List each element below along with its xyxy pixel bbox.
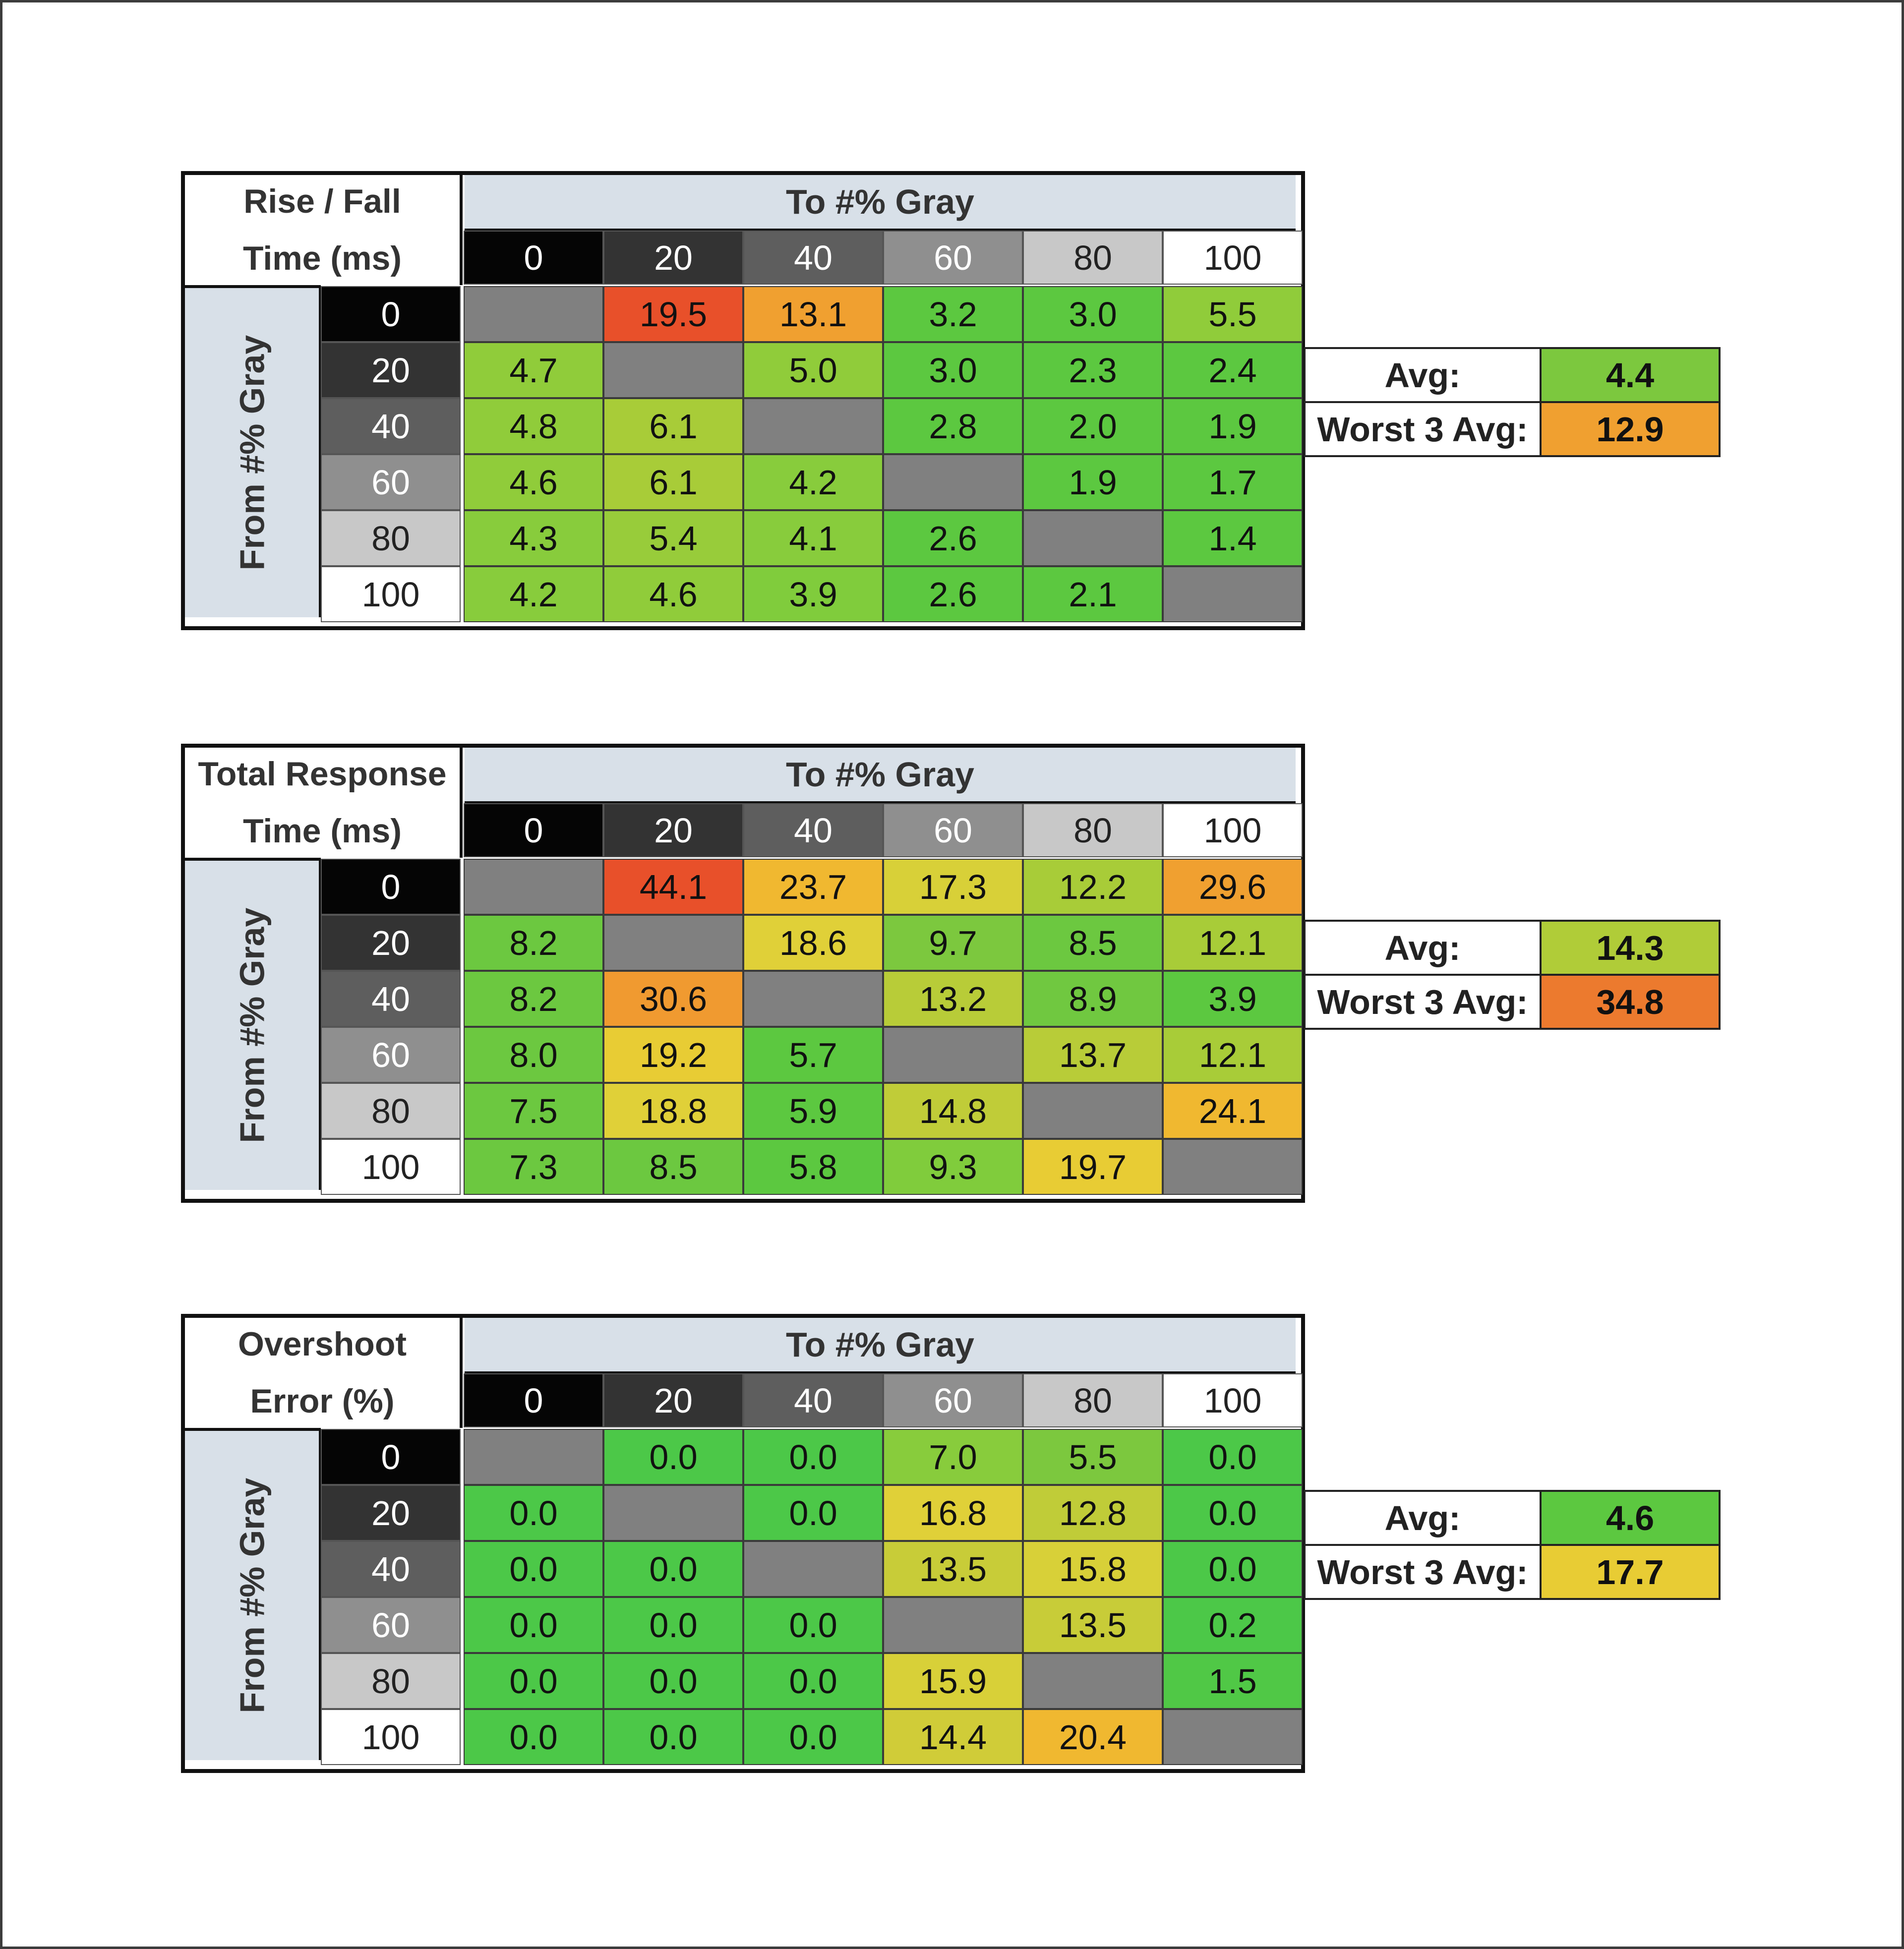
row-axis-header-label: From #% Gray bbox=[233, 907, 271, 1143]
data-cell: 15.9 bbox=[883, 1653, 1023, 1709]
data-cell: 0.0 bbox=[1163, 1485, 1303, 1541]
column-gray-level: 60 bbox=[883, 803, 1023, 857]
table-title-line: Error (%) bbox=[250, 1382, 395, 1420]
data-cell: 0.0 bbox=[743, 1429, 883, 1485]
row-axis-header-label: From #% Gray bbox=[233, 1477, 271, 1713]
data-cell: 7.5 bbox=[464, 1083, 603, 1139]
data-cell: 18.8 bbox=[603, 1083, 743, 1139]
data-cell: 7.3 bbox=[464, 1139, 603, 1195]
data-cell: 8.9 bbox=[1023, 971, 1163, 1027]
data-cell: 2.4 bbox=[1163, 342, 1303, 398]
empty-cell bbox=[883, 454, 1023, 510]
data-cell: 44.1 bbox=[603, 859, 743, 915]
worst-3-avg-value: 17.7 bbox=[1540, 1544, 1721, 1600]
column-gray-level: 20 bbox=[603, 803, 743, 857]
data-cell: 9.7 bbox=[883, 915, 1023, 971]
data-cell: 0.0 bbox=[743, 1709, 883, 1765]
table-title bbox=[185, 1318, 463, 1428]
data-cell: 8.5 bbox=[1023, 915, 1163, 971]
avg-value: 4.6 bbox=[1540, 1490, 1721, 1546]
empty-cell bbox=[603, 915, 743, 971]
avg-label: Avg: bbox=[1304, 347, 1542, 403]
column-gray-level: 0 bbox=[464, 803, 603, 857]
data-cell: 6.1 bbox=[603, 398, 743, 454]
column-gray-level: 100 bbox=[1163, 803, 1303, 857]
empty-cell bbox=[1163, 1709, 1303, 1765]
data-cell: 4.6 bbox=[603, 566, 743, 622]
avg-label: Avg: bbox=[1304, 920, 1542, 976]
row-gray-level: 0 bbox=[321, 286, 461, 342]
data-cell: 0.0 bbox=[464, 1709, 603, 1765]
data-cell: 2.0 bbox=[1023, 398, 1163, 454]
row-gray-level: 80 bbox=[321, 1653, 461, 1709]
empty-cell bbox=[603, 342, 743, 398]
data-cell: 8.5 bbox=[603, 1139, 743, 1195]
data-cell: 4.7 bbox=[464, 342, 603, 398]
column-gray-level: 60 bbox=[883, 231, 1023, 285]
row-gray-level: 0 bbox=[321, 1429, 461, 1485]
row-gray-level: 80 bbox=[321, 510, 461, 566]
data-cell: 4.8 bbox=[464, 398, 603, 454]
table-title-line: Time (ms) bbox=[243, 812, 402, 850]
empty-cell bbox=[1023, 1653, 1163, 1709]
data-cell: 9.3 bbox=[883, 1139, 1023, 1195]
data-cell: 2.1 bbox=[1023, 566, 1163, 622]
empty-cell bbox=[603, 1485, 743, 1541]
column-gray-level: 60 bbox=[883, 1373, 1023, 1427]
data-cell: 5.7 bbox=[743, 1027, 883, 1083]
data-cell: 12.1 bbox=[1163, 1027, 1303, 1083]
column-gray-level: 0 bbox=[464, 1373, 603, 1427]
data-cell: 14.4 bbox=[883, 1709, 1023, 1765]
data-cell: 2.6 bbox=[883, 510, 1023, 566]
empty-cell bbox=[883, 1597, 1023, 1653]
data-cell: 0.0 bbox=[743, 1653, 883, 1709]
worst-3-avg-value: 34.8 bbox=[1540, 974, 1721, 1030]
empty-cell bbox=[1163, 1139, 1303, 1195]
data-cell: 3.0 bbox=[1023, 286, 1163, 342]
row-gray-level: 20 bbox=[321, 342, 461, 398]
heatmap-table bbox=[181, 744, 1718, 1220]
data-cell: 29.6 bbox=[1163, 859, 1303, 915]
data-cell: 14.8 bbox=[883, 1083, 1023, 1139]
data-cell: 5.0 bbox=[743, 342, 883, 398]
row-gray-level: 100 bbox=[321, 1709, 461, 1765]
data-cell: 15.8 bbox=[1023, 1541, 1163, 1597]
empty-cell bbox=[743, 1541, 883, 1597]
table-title-line: Total Response bbox=[198, 755, 447, 793]
data-cell: 4.3 bbox=[464, 510, 603, 566]
data-cell: 8.2 bbox=[464, 971, 603, 1027]
column-gray-level: 80 bbox=[1023, 1373, 1163, 1427]
data-cell: 3.9 bbox=[743, 566, 883, 622]
data-cell: 4.2 bbox=[464, 566, 603, 622]
row-gray-level: 20 bbox=[321, 915, 461, 971]
data-cell: 23.7 bbox=[743, 859, 883, 915]
empty-cell bbox=[883, 1027, 1023, 1083]
column-gray-level: 40 bbox=[743, 231, 883, 285]
avg-value: 4.4 bbox=[1540, 347, 1721, 403]
column-axis-header: To #% Gray bbox=[465, 748, 1296, 803]
data-cell: 3.9 bbox=[1163, 971, 1303, 1027]
row-gray-level: 60 bbox=[321, 1597, 461, 1653]
column-gray-level: 20 bbox=[603, 231, 743, 285]
column-gray-level: 0 bbox=[464, 231, 603, 285]
data-cell: 4.1 bbox=[743, 510, 883, 566]
data-cell: 5.5 bbox=[1023, 1429, 1163, 1485]
data-cell: 5.8 bbox=[743, 1139, 883, 1195]
data-cell: 19.7 bbox=[1023, 1139, 1163, 1195]
data-cell: 6.1 bbox=[603, 454, 743, 510]
data-cell: 5.9 bbox=[743, 1083, 883, 1139]
avg-label: Avg: bbox=[1304, 1490, 1542, 1546]
worst-3-avg-label: Worst 3 Avg: bbox=[1304, 974, 1542, 1030]
empty-cell bbox=[743, 398, 883, 454]
table-title-line: Time (ms) bbox=[243, 239, 402, 277]
data-cell: 5.5 bbox=[1163, 286, 1303, 342]
data-cell: 16.8 bbox=[883, 1485, 1023, 1541]
empty-cell bbox=[743, 971, 883, 1027]
row-gray-level: 20 bbox=[321, 1485, 461, 1541]
data-cell: 0.0 bbox=[464, 1541, 603, 1597]
data-cell: 13.7 bbox=[1023, 1027, 1163, 1083]
data-cell: 12.2 bbox=[1023, 859, 1163, 915]
data-cell: 1.9 bbox=[1023, 454, 1163, 510]
data-cell: 7.0 bbox=[883, 1429, 1023, 1485]
column-gray-level: 80 bbox=[1023, 231, 1163, 285]
data-cell: 0.0 bbox=[743, 1485, 883, 1541]
worst-3-avg-label: Worst 3 Avg: bbox=[1304, 1544, 1542, 1600]
empty-cell bbox=[1023, 510, 1163, 566]
data-cell: 1.9 bbox=[1163, 398, 1303, 454]
data-cell: 4.2 bbox=[743, 454, 883, 510]
table-title bbox=[185, 175, 463, 285]
row-axis-header bbox=[185, 285, 321, 617]
data-cell: 1.7 bbox=[1163, 454, 1303, 510]
data-cell: 3.2 bbox=[883, 286, 1023, 342]
data-cell: 4.6 bbox=[464, 454, 603, 510]
empty-cell bbox=[464, 859, 603, 915]
empty-cell bbox=[464, 286, 603, 342]
data-cell: 12.1 bbox=[1163, 915, 1303, 971]
data-cell: 13.5 bbox=[1023, 1597, 1163, 1653]
data-cell: 17.3 bbox=[883, 859, 1023, 915]
data-cell: 3.0 bbox=[883, 342, 1023, 398]
heatmap-table bbox=[181, 1314, 1718, 1790]
data-cell: 5.4 bbox=[603, 510, 743, 566]
table-title bbox=[185, 748, 463, 858]
column-gray-level: 100 bbox=[1163, 231, 1303, 285]
column-gray-level: 40 bbox=[743, 1373, 883, 1427]
data-cell: 19.5 bbox=[603, 286, 743, 342]
empty-cell bbox=[464, 1429, 603, 1485]
data-cell: 2.3 bbox=[1023, 342, 1163, 398]
data-cell: 0.2 bbox=[1163, 1597, 1303, 1653]
data-cell: 0.0 bbox=[464, 1597, 603, 1653]
column-gray-level: 40 bbox=[743, 803, 883, 857]
data-cell: 20.4 bbox=[1023, 1709, 1163, 1765]
data-cell: 0.0 bbox=[464, 1653, 603, 1709]
row-gray-level: 80 bbox=[321, 1083, 461, 1139]
data-cell: 13.5 bbox=[883, 1541, 1023, 1597]
data-cell: 0.0 bbox=[1163, 1429, 1303, 1485]
data-cell: 18.6 bbox=[743, 915, 883, 971]
data-cell: 0.0 bbox=[743, 1597, 883, 1653]
empty-cell bbox=[1163, 566, 1303, 622]
data-cell: 0.0 bbox=[603, 1653, 743, 1709]
row-gray-level: 40 bbox=[321, 1541, 461, 1597]
data-cell: 0.0 bbox=[1163, 1541, 1303, 1597]
data-cell: 0.0 bbox=[464, 1485, 603, 1541]
column-gray-level: 100 bbox=[1163, 1373, 1303, 1427]
column-axis-header: To #% Gray bbox=[465, 175, 1296, 231]
data-cell: 30.6 bbox=[603, 971, 743, 1027]
data-cell: 0.0 bbox=[603, 1597, 743, 1653]
data-cell: 13.2 bbox=[883, 971, 1023, 1027]
row-gray-level: 100 bbox=[321, 1139, 461, 1195]
row-gray-level: 40 bbox=[321, 971, 461, 1027]
row-gray-level: 0 bbox=[321, 859, 461, 915]
column-gray-level: 20 bbox=[603, 1373, 743, 1427]
row-axis-header-label: From #% Gray bbox=[233, 335, 271, 571]
row-gray-level: 100 bbox=[321, 566, 461, 622]
data-cell: 24.1 bbox=[1163, 1083, 1303, 1139]
data-cell: 8.0 bbox=[464, 1027, 603, 1083]
data-cell: 2.6 bbox=[883, 566, 1023, 622]
data-cell: 0.0 bbox=[603, 1541, 743, 1597]
data-cell: 19.2 bbox=[603, 1027, 743, 1083]
data-cell: 0.0 bbox=[603, 1709, 743, 1765]
avg-value: 14.3 bbox=[1540, 920, 1721, 976]
table-title-line: Rise / Fall bbox=[243, 182, 401, 220]
row-gray-level: 40 bbox=[321, 398, 461, 454]
empty-cell bbox=[1023, 1083, 1163, 1139]
data-cell: 12.8 bbox=[1023, 1485, 1163, 1541]
table-title-line: Overshoot bbox=[238, 1325, 407, 1363]
row-axis-header bbox=[185, 858, 321, 1190]
data-cell: 2.8 bbox=[883, 398, 1023, 454]
column-axis-header: To #% Gray bbox=[465, 1318, 1296, 1373]
row-axis-header bbox=[185, 1428, 321, 1760]
data-cell: 1.4 bbox=[1163, 510, 1303, 566]
data-cell: 1.5 bbox=[1163, 1653, 1303, 1709]
row-gray-level: 60 bbox=[321, 454, 461, 510]
worst-3-avg-value: 12.9 bbox=[1540, 401, 1721, 457]
row-gray-level: 60 bbox=[321, 1027, 461, 1083]
heatmap-table bbox=[181, 171, 1718, 647]
data-cell: 0.0 bbox=[603, 1429, 743, 1485]
worst-3-avg-label: Worst 3 Avg: bbox=[1304, 401, 1542, 457]
column-gray-level: 80 bbox=[1023, 803, 1163, 857]
data-cell: 8.2 bbox=[464, 915, 603, 971]
data-cell: 13.1 bbox=[743, 286, 883, 342]
